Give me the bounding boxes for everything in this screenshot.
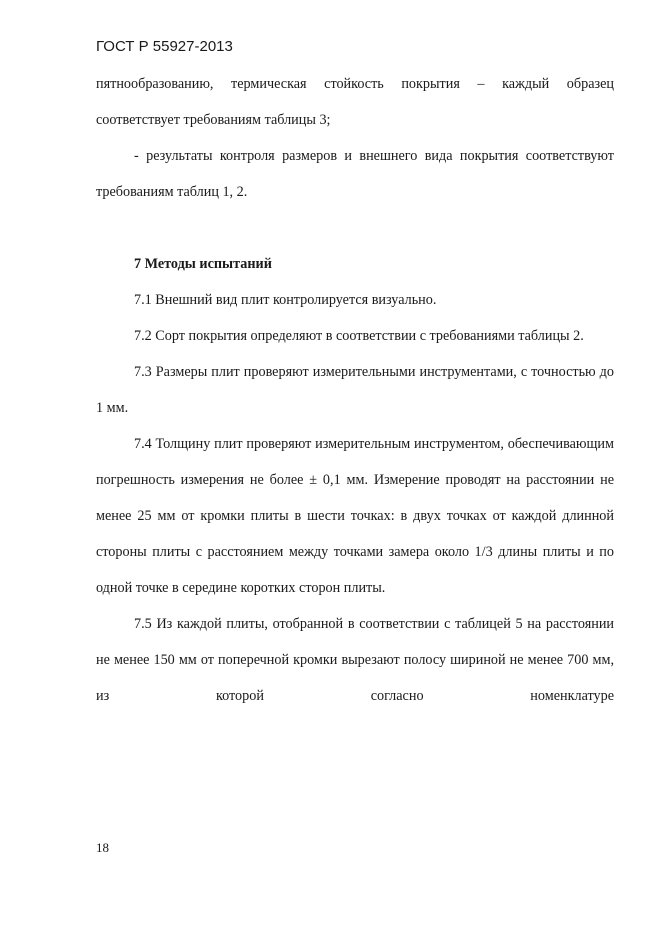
clause-7-5: 7.5 Из каждой плиты, отобранной в соответствии с таблицей 5 на расстоянии не менее 150 мм от поперечной кромки вырезают полосу шириной не менее 700 мм, из которой согласно номенклатуре — [96, 616, 614, 704]
section-heading: 7 Методы испытаний — [134, 256, 272, 272]
paragraph-results: - результаты контроля размеров и внешнего вида покрытия соответствуют требованиям таблиц 1, 2. — [96, 148, 614, 200]
clause-7-2: 7.2 Сорт покрытия определяют в соответствии с требованиями таблицы 2. — [134, 328, 584, 344]
page-number: 18 — [96, 840, 109, 855]
clause-7-1: 7.1 Внешний вид плит контролируется визуально. — [134, 292, 437, 308]
clause-7-3: 7.3 Размеры плит проверяют измерительными инструментами, с точностью до 1 мм. — [96, 364, 614, 416]
paragraph-continued: пятнообразованию, термическая стойкость покрытия – каждый образец соответствует требованиям таблицы 3; — [96, 76, 614, 128]
document-header: ГОСТ Р 55927-2013 — [96, 38, 233, 55]
clause-7-4: 7.4 Толщину плит проверяют измерительным инструментом, обеспечивающим погрешность измерения не более ± 0,1 мм. Измерение проводят на расстоянии не менее 25 мм от кромки плиты в шести точках: в двух точках от каждой длинной стороны плиты с расстоянием между точками замера около 1/3 длины плиты и по одной точке в середине коротких сторон плиты. — [96, 436, 614, 596]
document-body — [96, 66, 614, 714]
section-spacer — [96, 210, 614, 246]
